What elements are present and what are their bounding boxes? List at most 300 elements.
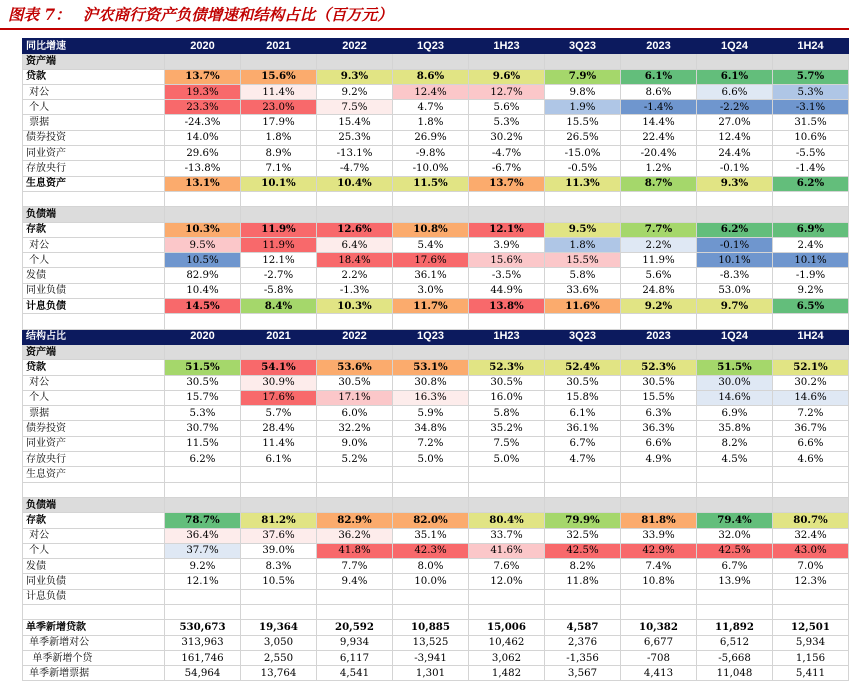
- value-cell: 42.5%: [697, 543, 773, 558]
- value-cell: [241, 589, 317, 604]
- value-cell: 8.6%: [621, 84, 697, 99]
- empty-cell: [241, 497, 317, 512]
- value-cell: -1.3%: [317, 283, 393, 298]
- value-cell: 6.2%: [697, 222, 773, 237]
- table-row: [23, 84, 849, 99]
- row-label: 生息资产: [23, 176, 165, 191]
- empty-cell: [469, 314, 545, 329]
- empty-cell: [773, 604, 849, 619]
- value-cell: 53.0%: [697, 283, 773, 298]
- value-cell: 54.1%: [241, 360, 317, 375]
- value-cell: 82.0%: [393, 513, 469, 528]
- value-cell: 3,050: [241, 635, 317, 650]
- empty-cell: [165, 344, 241, 359]
- value-cell: 4,587: [545, 620, 621, 635]
- value-cell: 10.5%: [165, 253, 241, 268]
- value-cell: 19.3%: [165, 84, 241, 99]
- row-label: 计息负债: [23, 589, 165, 604]
- value-cell: [773, 589, 849, 604]
- empty-cell: [165, 604, 241, 619]
- value-cell: 4.7%: [393, 100, 469, 115]
- value-cell: 3,567: [545, 666, 621, 681]
- table-row: [23, 237, 849, 252]
- value-cell: 8.9%: [241, 146, 317, 161]
- empty-cell: [23, 191, 165, 206]
- value-cell: 27.0%: [697, 115, 773, 130]
- header-year: 2023: [621, 329, 697, 344]
- row-label: 同业资产: [23, 436, 165, 451]
- value-cell: 2,376: [545, 635, 621, 650]
- value-cell: 17.6%: [393, 253, 469, 268]
- value-cell: 53.6%: [317, 360, 393, 375]
- value-cell: 11.7%: [393, 299, 469, 314]
- empty-cell: [545, 497, 621, 512]
- row-label: 对公: [23, 375, 165, 390]
- value-cell: -9.8%: [393, 146, 469, 161]
- table-row: [23, 115, 849, 130]
- value-cell: 8.3%: [241, 559, 317, 574]
- value-cell: 6,512: [697, 635, 773, 650]
- value-cell: 10.6%: [773, 130, 849, 145]
- header-year: 2021: [241, 329, 317, 344]
- empty-cell: [621, 54, 697, 69]
- value-cell: -15.0%: [545, 146, 621, 161]
- empty-cell: [773, 497, 849, 512]
- value-cell: 52.1%: [773, 360, 849, 375]
- empty-cell: [393, 497, 469, 512]
- empty-cell: [773, 482, 849, 497]
- table-row: [23, 130, 849, 145]
- section-label: 资产端: [23, 54, 165, 69]
- value-cell: 5.2%: [317, 452, 393, 467]
- value-cell: 13,764: [241, 666, 317, 681]
- value-cell: 9.7%: [697, 299, 773, 314]
- empty-cell: [241, 482, 317, 497]
- header-year: 1Q24: [697, 39, 773, 54]
- empty-cell: [697, 482, 773, 497]
- value-cell: 4.9%: [621, 452, 697, 467]
- value-cell: 2.2%: [621, 237, 697, 252]
- empty-cell: [241, 314, 317, 329]
- value-cell: 17.9%: [241, 115, 317, 130]
- value-cell: 43.0%: [773, 543, 849, 558]
- empty-cell: [317, 314, 393, 329]
- value-cell: -0.5%: [545, 161, 621, 176]
- value-cell: 11.4%: [241, 436, 317, 451]
- empty-cell: [165, 54, 241, 69]
- value-cell: 13.1%: [165, 176, 241, 191]
- blank-row: [23, 191, 849, 206]
- empty-cell: [469, 207, 545, 222]
- value-cell: 5.6%: [621, 268, 697, 283]
- value-cell: [241, 467, 317, 482]
- value-cell: 15.5%: [621, 390, 697, 405]
- value-cell: 13.8%: [469, 299, 545, 314]
- value-cell: 161,746: [165, 650, 241, 665]
- value-cell: 36.2%: [317, 528, 393, 543]
- value-cell: 7.2%: [393, 436, 469, 451]
- value-cell: 11.8%: [545, 574, 621, 589]
- empty-cell: [23, 604, 165, 619]
- value-cell: 11,048: [697, 666, 773, 681]
- value-cell: 13.7%: [165, 69, 241, 84]
- value-cell: 12.1%: [165, 574, 241, 589]
- value-cell: 5.3%: [773, 84, 849, 99]
- empty-cell: [469, 482, 545, 497]
- value-cell: 10.0%: [393, 574, 469, 589]
- value-cell: 36.4%: [165, 528, 241, 543]
- section-row: [23, 207, 849, 222]
- value-cell: [317, 467, 393, 482]
- row-label: 贷款: [23, 360, 165, 375]
- value-cell: 11.5%: [393, 176, 469, 191]
- value-cell: -24.3%: [165, 115, 241, 130]
- value-cell: 36.1%: [545, 421, 621, 436]
- value-cell: 9.5%: [165, 237, 241, 252]
- value-cell: 9.2%: [773, 283, 849, 298]
- value-cell: 53.1%: [393, 360, 469, 375]
- value-cell: 10.1%: [697, 253, 773, 268]
- empty-cell: [697, 344, 773, 359]
- value-cell: 4,541: [317, 666, 393, 681]
- value-cell: -0.1%: [697, 161, 773, 176]
- value-cell: -708: [621, 650, 697, 665]
- row-label: 债券投资: [23, 421, 165, 436]
- empty-cell: [317, 497, 393, 512]
- value-cell: [545, 467, 621, 482]
- value-cell: 44.9%: [469, 283, 545, 298]
- empty-cell: [469, 497, 545, 512]
- table-row: [23, 452, 849, 467]
- value-cell: 10.4%: [317, 176, 393, 191]
- value-cell: 29.6%: [165, 146, 241, 161]
- value-cell: 7.6%: [469, 559, 545, 574]
- table-row: [23, 268, 849, 283]
- value-cell: 14.5%: [165, 299, 241, 314]
- value-cell: 6,117: [317, 650, 393, 665]
- empty-cell: [469, 54, 545, 69]
- value-cell: 12.4%: [697, 130, 773, 145]
- value-cell: 14.6%: [773, 390, 849, 405]
- value-cell: -13.1%: [317, 146, 393, 161]
- value-cell: 8.7%: [621, 176, 697, 191]
- structure-header-row: [23, 329, 849, 344]
- value-cell: 6.6%: [621, 436, 697, 451]
- value-cell: 52.4%: [545, 360, 621, 375]
- value-cell: 7.5%: [317, 100, 393, 115]
- value-cell: 12.7%: [469, 84, 545, 99]
- value-cell: 4.6%: [773, 452, 849, 467]
- growth-header-row: [23, 39, 849, 54]
- value-cell: 81.2%: [241, 513, 317, 528]
- row-label: 个人: [23, 100, 165, 115]
- value-cell: 42.3%: [393, 543, 469, 558]
- value-cell: 10,885: [393, 620, 469, 635]
- value-cell: 8.0%: [393, 559, 469, 574]
- value-cell: 6.7%: [545, 436, 621, 451]
- empty-cell: [773, 54, 849, 69]
- header-year: 2021: [241, 39, 317, 54]
- value-cell: 82.9%: [165, 268, 241, 283]
- value-cell: 5.0%: [469, 452, 545, 467]
- value-cell: 4,413: [621, 666, 697, 681]
- empty-cell: [469, 191, 545, 206]
- value-cell: 12.4%: [393, 84, 469, 99]
- value-cell: 30.8%: [393, 375, 469, 390]
- empty-cell: [241, 207, 317, 222]
- value-cell: 11.9%: [241, 237, 317, 252]
- table-row: [23, 100, 849, 115]
- empty-cell: [697, 191, 773, 206]
- value-cell: 35.1%: [393, 528, 469, 543]
- value-cell: 5.6%: [469, 100, 545, 115]
- value-cell: 11.3%: [545, 176, 621, 191]
- header-year: 3Q23: [545, 329, 621, 344]
- row-label: 发债: [23, 268, 165, 283]
- value-cell: 20,592: [317, 620, 393, 635]
- value-cell: 6.0%: [317, 406, 393, 421]
- empty-cell: [545, 207, 621, 222]
- value-cell: 30.2%: [773, 375, 849, 390]
- value-cell: 33.7%: [469, 528, 545, 543]
- empty-cell: [241, 54, 317, 69]
- value-cell: 26.5%: [545, 130, 621, 145]
- figure-title: [0, 0, 849, 30]
- value-cell: 3.0%: [393, 283, 469, 298]
- row-label: 单季新增对公: [23, 635, 165, 650]
- value-cell: -1.4%: [773, 161, 849, 176]
- value-cell: -3,941: [393, 650, 469, 665]
- value-cell: 12,501: [773, 620, 849, 635]
- empty-cell: [241, 191, 317, 206]
- value-cell: 31.5%: [773, 115, 849, 130]
- value-cell: 34.8%: [393, 421, 469, 436]
- figure-label: 图表 7：: [8, 5, 71, 24]
- table-row: [23, 406, 849, 421]
- value-cell: 6.2%: [773, 176, 849, 191]
- table-row: [23, 161, 849, 176]
- value-cell: -6.7%: [469, 161, 545, 176]
- table-row: [23, 253, 849, 268]
- value-cell: 313,963: [165, 635, 241, 650]
- value-cell: 9.6%: [469, 69, 545, 84]
- value-cell: 42.9%: [621, 543, 697, 558]
- header-year: 3Q23: [545, 39, 621, 54]
- table-row: [23, 467, 849, 482]
- value-cell: 25.3%: [317, 130, 393, 145]
- table-row: [23, 283, 849, 298]
- table-row: [23, 69, 849, 84]
- value-cell: 14.6%: [697, 390, 773, 405]
- value-cell: [621, 467, 697, 482]
- value-cell: -2.2%: [697, 100, 773, 115]
- value-cell: [469, 467, 545, 482]
- empty-cell: [165, 314, 241, 329]
- empty-cell: [393, 54, 469, 69]
- empty-cell: [545, 344, 621, 359]
- value-cell: -20.4%: [621, 146, 697, 161]
- header-year: 1H24: [773, 39, 849, 54]
- empty-cell: [317, 344, 393, 359]
- value-cell: 9.0%: [317, 436, 393, 451]
- row-label: 个人: [23, 253, 165, 268]
- value-cell: 11.9%: [621, 253, 697, 268]
- value-cell: 11,892: [697, 620, 773, 635]
- row-label: 贷款: [23, 69, 165, 84]
- value-cell: 13,525: [393, 635, 469, 650]
- empty-cell: [697, 497, 773, 512]
- value-cell: [317, 589, 393, 604]
- value-cell: 1.8%: [241, 130, 317, 145]
- value-cell: 9.8%: [545, 84, 621, 99]
- value-cell: 7.4%: [621, 559, 697, 574]
- value-cell: 10.3%: [165, 222, 241, 237]
- value-cell: 28.4%: [241, 421, 317, 436]
- value-cell: 79.4%: [697, 513, 773, 528]
- value-cell: 5.9%: [393, 406, 469, 421]
- value-cell: 32.2%: [317, 421, 393, 436]
- header-year: 2020: [165, 329, 241, 344]
- value-cell: 15.6%: [469, 253, 545, 268]
- section-row: [23, 497, 849, 512]
- value-cell: 33.6%: [545, 283, 621, 298]
- table-row: [23, 574, 849, 589]
- empty-cell: [545, 191, 621, 206]
- value-cell: 2,550: [241, 650, 317, 665]
- value-cell: 1,482: [469, 666, 545, 681]
- value-cell: 11.9%: [241, 222, 317, 237]
- row-label: 单季新增贷款: [23, 620, 165, 635]
- row-label: 单季新增票据: [23, 666, 165, 681]
- header-year: 2022: [317, 329, 393, 344]
- table-row: [23, 666, 849, 681]
- value-cell: [393, 589, 469, 604]
- value-cell: 2.4%: [773, 237, 849, 252]
- row-label: 对公: [23, 528, 165, 543]
- empty-cell: [393, 344, 469, 359]
- header-year: 1Q23: [393, 39, 469, 54]
- value-cell: 30.5%: [621, 375, 697, 390]
- value-cell: 37.6%: [241, 528, 317, 543]
- value-cell: 82.9%: [317, 513, 393, 528]
- table-row: [23, 375, 849, 390]
- value-cell: [393, 467, 469, 482]
- value-cell: 5.8%: [545, 268, 621, 283]
- empty-cell: [469, 344, 545, 359]
- value-cell: 14.4%: [621, 115, 697, 130]
- value-cell: 30.5%: [469, 375, 545, 390]
- value-cell: 8.2%: [545, 559, 621, 574]
- value-cell: 9.4%: [317, 574, 393, 589]
- value-cell: 5.3%: [469, 115, 545, 130]
- value-cell: 11.6%: [545, 299, 621, 314]
- value-cell: [165, 467, 241, 482]
- empty-cell: [393, 191, 469, 206]
- row-label: 生息资产: [23, 467, 165, 482]
- empty-cell: [545, 314, 621, 329]
- value-cell: 8.4%: [241, 299, 317, 314]
- empty-cell: [165, 191, 241, 206]
- value-cell: 11.4%: [241, 84, 317, 99]
- value-cell: 3,062: [469, 650, 545, 665]
- value-cell: 13.7%: [469, 176, 545, 191]
- empty-cell: [773, 207, 849, 222]
- value-cell: 1.8%: [545, 237, 621, 252]
- value-cell: 15.8%: [545, 390, 621, 405]
- value-cell: 78.7%: [165, 513, 241, 528]
- value-cell: 23.0%: [241, 100, 317, 115]
- value-cell: 30.9%: [241, 375, 317, 390]
- empty-cell: [621, 314, 697, 329]
- table-row: [23, 620, 849, 635]
- value-cell: 23.3%: [165, 100, 241, 115]
- value-cell: 16.0%: [469, 390, 545, 405]
- section-row: [23, 344, 849, 359]
- empty-cell: [621, 482, 697, 497]
- value-cell: 19,364: [241, 620, 317, 635]
- blank-row: [23, 314, 849, 329]
- value-cell: 32.5%: [545, 528, 621, 543]
- empty-cell: [23, 314, 165, 329]
- value-cell: 16.3%: [393, 390, 469, 405]
- value-cell: 41.6%: [469, 543, 545, 558]
- value-cell: 530,673: [165, 620, 241, 635]
- value-cell: 7.7%: [621, 222, 697, 237]
- value-cell: 11.5%: [165, 436, 241, 451]
- value-cell: [545, 589, 621, 604]
- table-row: [23, 390, 849, 405]
- row-label: 存款: [23, 513, 165, 528]
- value-cell: 36.7%: [773, 421, 849, 436]
- value-cell: 5.8%: [469, 406, 545, 421]
- value-cell: 35.8%: [697, 421, 773, 436]
- empty-cell: [545, 482, 621, 497]
- value-cell: 7.0%: [773, 559, 849, 574]
- value-cell: [773, 467, 849, 482]
- value-cell: -10.0%: [393, 161, 469, 176]
- value-cell: [469, 589, 545, 604]
- empty-cell: [621, 497, 697, 512]
- value-cell: 12.1%: [241, 253, 317, 268]
- value-cell: 30.7%: [165, 421, 241, 436]
- row-label: 单季新增个贷: [23, 650, 165, 665]
- value-cell: 10.1%: [773, 253, 849, 268]
- value-cell: 6.3%: [621, 406, 697, 421]
- value-cell: 79.9%: [545, 513, 621, 528]
- value-cell: 8.6%: [393, 69, 469, 84]
- value-cell: 6.6%: [697, 84, 773, 99]
- empty-cell: [165, 482, 241, 497]
- row-label: 个人: [23, 390, 165, 405]
- empty-cell: [165, 497, 241, 512]
- value-cell: 1.2%: [621, 161, 697, 176]
- value-cell: 22.4%: [621, 130, 697, 145]
- value-cell: 7.7%: [317, 559, 393, 574]
- row-label: 对公: [23, 84, 165, 99]
- empty-cell: [469, 604, 545, 619]
- section-row: [23, 54, 849, 69]
- value-cell: 15.4%: [317, 115, 393, 130]
- value-cell: 30.5%: [545, 375, 621, 390]
- value-cell: 10.8%: [621, 574, 697, 589]
- value-cell: -5,668: [697, 650, 773, 665]
- empty-cell: [621, 191, 697, 206]
- row-label: 对公: [23, 237, 165, 252]
- value-cell: 33.9%: [621, 528, 697, 543]
- empty-cell: [393, 604, 469, 619]
- table-row: [23, 360, 849, 375]
- value-cell: 6.9%: [697, 406, 773, 421]
